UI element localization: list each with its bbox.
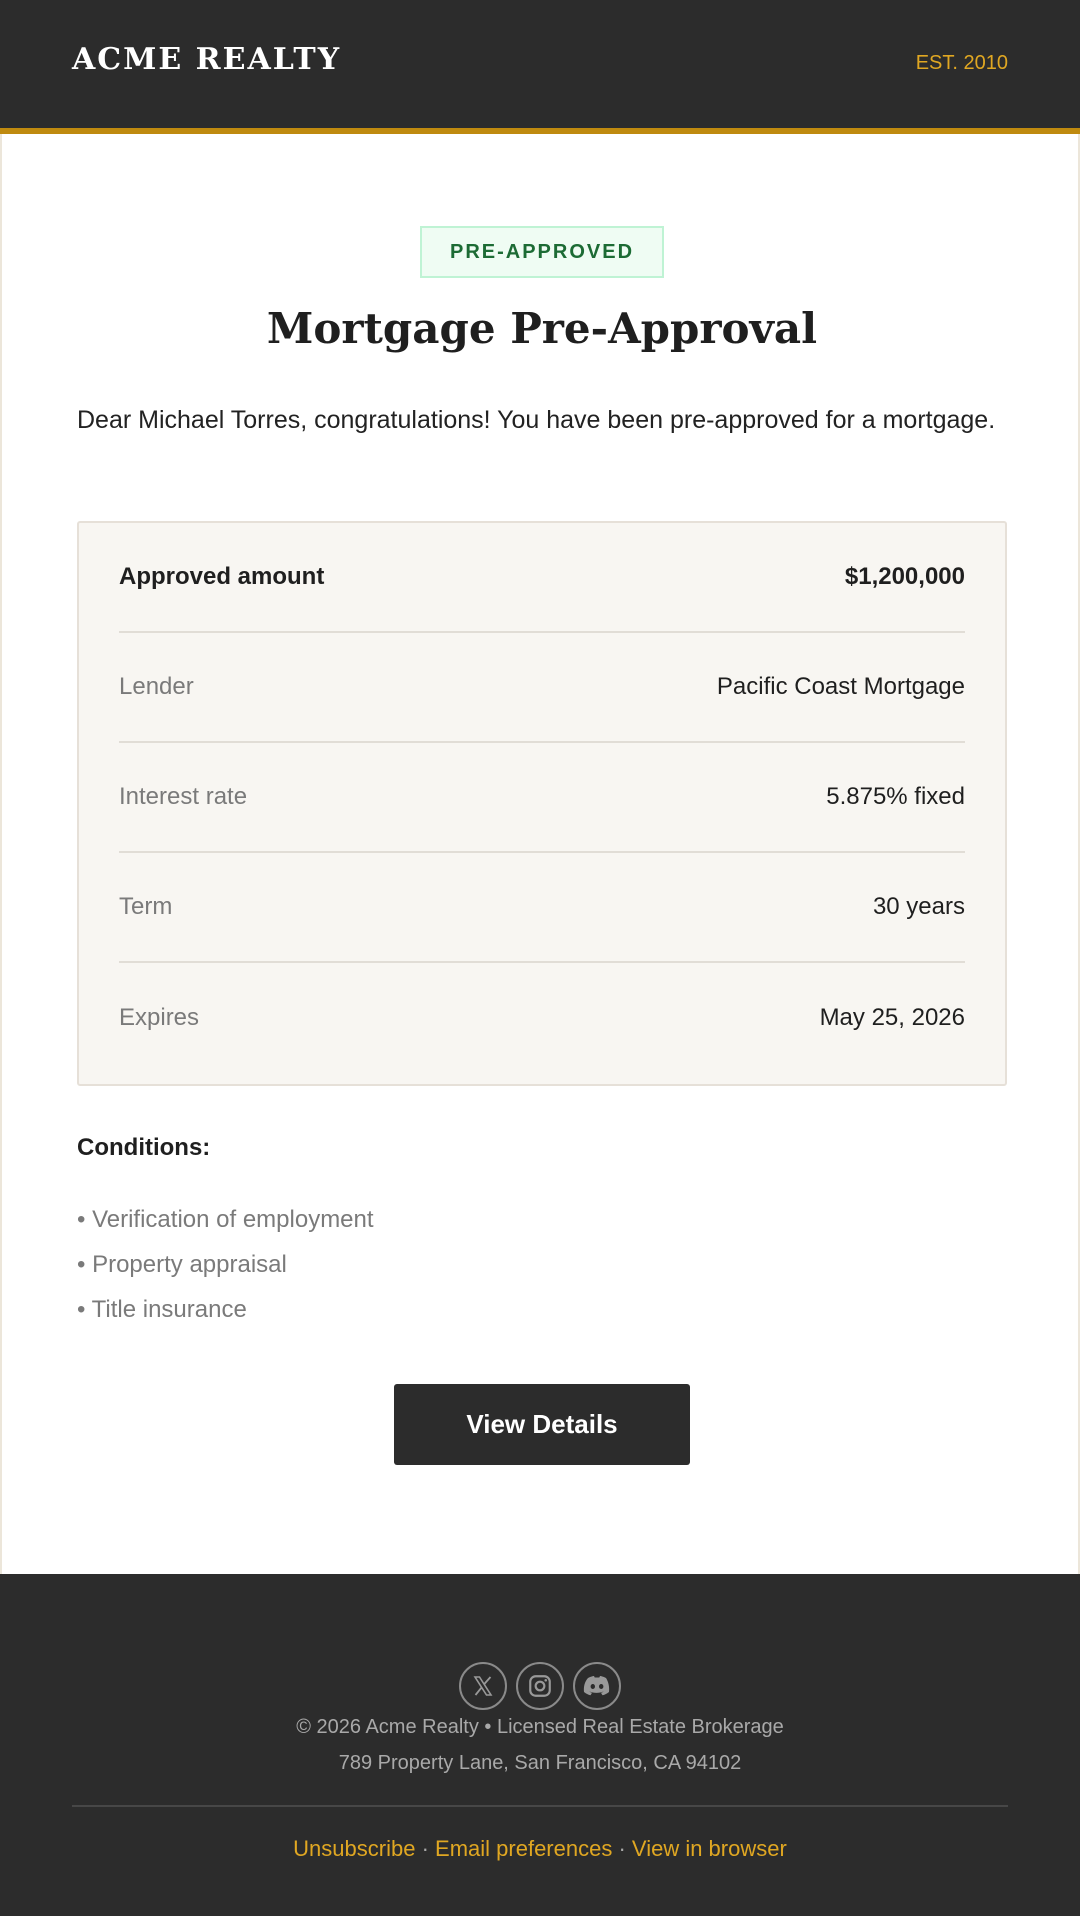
detail-value: Pacific Coast Mortgage (716, 673, 965, 700)
details-card (77, 521, 1007, 1086)
email-preferences-link[interactable]: Email preferences (435, 1836, 613, 1861)
footer-links (0, 1836, 1080, 1862)
x-icon[interactable] (459, 1662, 507, 1710)
detail-row-lender (119, 633, 965, 743)
separator: · (421, 1836, 429, 1861)
address-text: 789 Property Lane, San Francisco, CA 94102 (338, 1752, 742, 1774)
page-title: Mortgage Pre-Approval (266, 304, 818, 353)
copyright-text: © 2026 Acme Realty • Licensed Real Estate Brokerage (296, 1716, 784, 1738)
discord-icon[interactable] (573, 1662, 621, 1710)
brand-logo: ACME REALTY (72, 42, 342, 77)
view-details-button[interactable]: View Details (394, 1384, 690, 1465)
list-item: • Title insurance (77, 1296, 247, 1323)
social-links (0, 1662, 1080, 1710)
email-body (0, 134, 1080, 1574)
detail-label: Term (119, 893, 173, 920)
detail-row-rate (119, 743, 965, 853)
conditions-list (77, 1206, 374, 1341)
detail-label: Interest rate (119, 783, 248, 810)
footer-divider (72, 1805, 1008, 1807)
detail-label: Lender (119, 673, 194, 700)
conditions-heading: Conditions: (77, 1134, 211, 1161)
footer (0, 1574, 1080, 1916)
header (0, 0, 1080, 134)
separator: · (618, 1836, 626, 1861)
list-item: • Property appraisal (77, 1251, 287, 1278)
detail-value: $1,200,000 (844, 563, 965, 590)
detail-row-term (119, 853, 965, 963)
view-in-browser-link[interactable]: View in browser (631, 1836, 787, 1861)
intro-text: Dear Michael Torres, congratulations! You have been pre-approved for a mortgage. (77, 406, 996, 434)
detail-label: Expires (119, 1004, 200, 1031)
detail-row-expires (119, 963, 965, 1073)
detail-value: 30 years (872, 893, 965, 920)
detail-value: May 25, 2026 (819, 1004, 965, 1031)
detail-value: 5.875% fixed (826, 783, 965, 810)
detail-row-amount (119, 523, 965, 633)
instagram-icon[interactable] (516, 1662, 564, 1710)
status-badge: PRE-APPROVED (420, 226, 664, 278)
list-item: • Verification of employment (77, 1206, 374, 1233)
unsubscribe-link[interactable]: Unsubscribe (293, 1836, 416, 1861)
established-label: EST. 2010 (915, 52, 1008, 74)
detail-label: Approved amount (119, 563, 325, 590)
